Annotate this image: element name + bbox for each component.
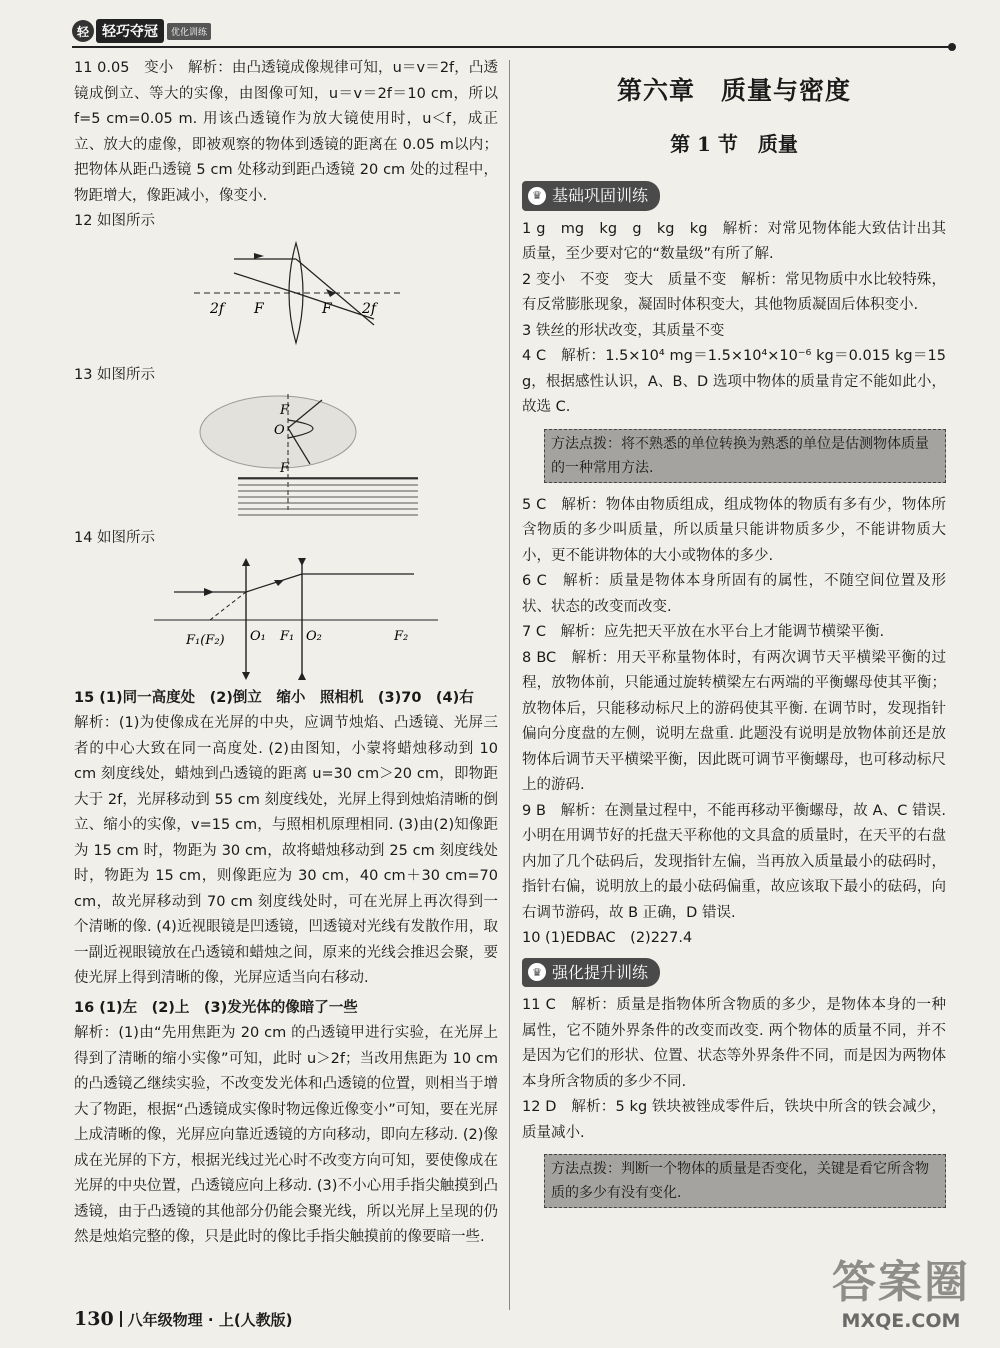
- answer-r5: 5 C 解析：物体由物质组成，组成物体的物质有多有少，物体所含物质的多少叫质量，所以质量只能讲物质多少，不能讲物质大小，更不能讲物体的大小或物体的多少.: [522, 496, 946, 564]
- section-title: 第 1 节 质量: [670, 131, 798, 156]
- answer-16-body: 解析：(1)由“先用焦距为 20 cm 的凸透镜甲进行实验，在光屏上得到了清晰的缩小实像”可知，此时 u＞2f；当改用焦距为 10 cm 的凸透镜乙继续实验，不改变发光体和凸透镜的位置，则相当于增大了物距，根据“凸透镜成实像时物远像近像变小”可知，要在光屏上成清晰的像，光屏应向靠近透镜的方向移动，即向左移动. (2)像成在光屏的下方，根据光线过光心时不改变方向可知，要使像成在光屏的中央位置，凸透镜应向上移动. (3)不小心用手指尖触摸到凸透镜，由于凸透镜的其他部分仍能会聚光线，所以光屏上呈现的仍然是烛焰完整的像，只是此时的像比手指尖触摸前的像要暗一些.: [74, 1025, 498, 1245]
- label-2f-left: 2f: [210, 300, 225, 317]
- book-title: 八年级物理 · 上(人教版): [127, 1310, 293, 1329]
- answer-r3: 3 铁丝的形状改变，其质量不变: [522, 322, 725, 339]
- answer-r11: 11 C 解析：质量是指物体所含物质的多少，是物体本身的一种属性，它不随外界条件的改变而改变. 两个物体的质量不同，并不是因为它们的形状、位置、状态等外界条件不同，而是因为两物体本身所含物质的多少不同.: [522, 997, 946, 1090]
- label-f1f2: F₁(F₂): [186, 632, 225, 648]
- watermark-url: MXQE.COM: [841, 1310, 961, 1332]
- answer-13: 13 如图所示: [74, 366, 156, 383]
- label-f-left: F: [254, 300, 264, 317]
- method-tip-1: 方法点拨：将不熟悉的单位转换为熟悉的单位是估测物体质量的一种常用方法.: [544, 429, 946, 483]
- page-header: [72, 16, 952, 50]
- answer-r8: 8 BC 解析：用天平称量物体时，有两次调节天平横梁平衡的过程，放物体前，只能通过旋转横梁左右两端的平衡螺母使其平衡；放物体后，只能移动标尺上的游码使其平衡. 在调节时，发现指针偏向分度盘的左侧，说明左盘重. 此题没有说明是放物体前还是放物体后调节天平横梁平衡，因此既可调节平衡螺母，也可移动标尺上的游码.: [522, 649, 946, 793]
- page-number: 130: [74, 1308, 114, 1330]
- ray-diagram-12: [74, 239, 498, 357]
- answer-r10: 10 (1)EDBAC (2)227.4: [522, 930, 693, 946]
- figure-13-lens-water: [74, 392, 498, 520]
- footer-separator: [120, 1311, 122, 1327]
- brand-logo: [72, 18, 211, 44]
- answer-r12: 12 D 解析：5 kg 铁块被锉成零件后，铁块中所含的铁会减少，质量减小.: [522, 1099, 946, 1141]
- chapter-title: 第六章 质量与密度: [616, 76, 851, 105]
- crown-icon: ♛: [528, 963, 546, 981]
- column-divider: [509, 60, 510, 1310]
- answer-r4: 4 C 解析：1.5×10⁴ mg＝1.5×10⁴×10⁻⁶ kg＝0.015 kg＝15 g，根据感性认识，A、B、D 选项中物体的质量肯定不能如此小，故选 C.: [522, 348, 946, 415]
- method-tip-2: 方法点拨：判断一个物体的质量是否变化，关键是看它所含物质的多少有没有变化.: [544, 1154, 946, 1208]
- banner-advanced-label: 强化提升训练: [552, 962, 649, 982]
- answer-r2: 2 变小 不变 变大 质量不变 解析：常见物质中水比较特殊，有反常膨胀现象，凝固时体积变大，其他物质凝固后体积变小.: [522, 271, 946, 313]
- label-o1: O₁: [250, 628, 266, 644]
- label-o2: O₂: [306, 628, 322, 644]
- answer-12: 12 如图所示: [74, 213, 156, 229]
- label-o: O: [274, 423, 285, 438]
- logo-text: 轻巧夺冠: [96, 19, 164, 43]
- figure-12-convex-lens: [74, 239, 498, 357]
- answer-15-body: 解析：(1)为使像成在光屏的中央，应调节烛焰、凸透镜、光屏三者的中心大致在同一高度处. (2)由图知，小蒙将蜡烛移动到 10 cm 刻度线处，蜡烛到凸透镜的距离 u=30 cm＞20 cm，即物距大于 2f，光屏移动到 55 cm 刻度线处，光屏上得到烛焰清晰的倒立、缩小的实像，v=15 cm，与照相机原理相同. (3)由(2)知像距为 15 cm 时，物距为 30 cm，故将蜡烛移动到 25 cm 刻度线处时，物距为 15 cm，则像距应为 30 cm，40 cm＋30 cm=70 cm，故光屏移动到 70 cm 刻度线处时，可在光屏上再次得到一个清晰的像. (4)近视眼镜是凹透镜，凹透镜对光线有发散作用，取一副近视眼镜放在凸透镜和蜡烛之间，原来的光线会推迟会聚，要使光屏上得到清晰的像，光屏应适当向右移动.: [74, 715, 498, 986]
- label-f2: F₂: [394, 628, 409, 644]
- label-2f-right: 2f: [362, 300, 377, 317]
- logo-mark: 轻: [72, 20, 94, 42]
- watermark: [832, 1246, 970, 1332]
- page-footer: [74, 1308, 293, 1330]
- answer-r9: 9 B 解析：在测量过程中，不能再移动平衡螺母，故 A、C 错误. 小明在用调节好的托盘天平称他的文具盒的质量时，在天平的右盘内加了几个砝码后，发现指针左偏，当再放入质量最小的砝码时，指针右偏，说明放上的最小砝码偏重，故应该取下最小的砝码，向右调节游码，故 B 正确，D 错误.: [522, 802, 946, 921]
- left-column: [74, 56, 498, 1251]
- banner-basic-training: [522, 181, 660, 211]
- answer-11: 11 0.05 变小 解析：由凸透镜成像规律可知，u＝v＝2f，凸透镜成倒立、等大的实像，由图像可知，u＝v＝2f＝10 cm，所以f=5 cm=0.05 m. 用该凸透镜作为放大镜使用时，u＜f，成正立、放大的虚像，即被观察的物体到透镜的距离在 0.05 m以内；把物体从距凸透镜 5 cm 处移动到距凸透镜 20 cm 处的过程中，物距增大，像距减小，像变小.: [74, 60, 498, 204]
- label-f-right: F: [322, 300, 332, 317]
- crown-icon: ♛: [528, 187, 546, 205]
- label-f-top: F: [280, 403, 290, 418]
- answer-15-title: 15 (1)同一高度处 (2)倒立 缩小 照相机 (3)70 (4)右: [74, 689, 474, 706]
- figure-14-two-lenses: [74, 556, 498, 680]
- banner-basic-label: 基础巩固训练: [552, 186, 649, 205]
- ray-diagram-14: [74, 556, 498, 680]
- header-rule: [72, 46, 952, 48]
- right-column: [522, 56, 946, 1218]
- logo-subtitle: 优化训练: [167, 23, 211, 40]
- answer-r6: 6 C 解析：质量是物体本身所固有的属性，不随空间位置及形状、状态的改变而改变.: [522, 573, 946, 615]
- answer-r7: 7 C 解析：应先把天平放在水平台上才能调节横梁平衡.: [522, 624, 885, 640]
- ray-diagram-13: [74, 392, 498, 520]
- answer-r1: 1 g mg kg g kg kg 解析：对常见物体能大致估计出其质量，至少要对它的“数量级”有所了解.: [522, 220, 946, 262]
- banner-advanced-training: [522, 958, 660, 988]
- label-f1: F₁: [280, 628, 295, 644]
- label-f-bottom: F: [280, 461, 290, 476]
- answer-16-title: 16 (1)左 (2)上 (3)发光体的像暗了一些: [74, 999, 358, 1016]
- watermark-logo: 答案圈: [832, 1257, 970, 1308]
- answer-14: 14 如图所示: [74, 530, 156, 546]
